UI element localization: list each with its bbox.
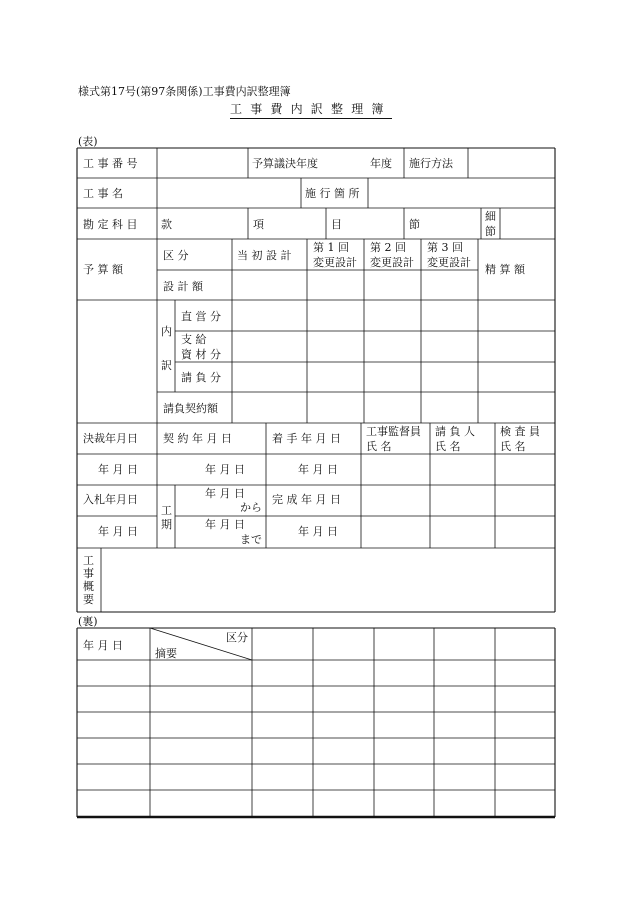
front-side-label: (表) [78, 135, 98, 148]
label-back-kubun: 区分 [226, 631, 248, 644]
label-gaiyo-2: 事 [83, 567, 94, 580]
ymd-keiyaku: 年 月 日 [205, 463, 245, 476]
label-back-tekiyo: 摘要 [155, 647, 177, 660]
label-gaiyo-4: 要 [83, 593, 94, 606]
label-moku: 目 [331, 218, 342, 231]
label-sekkei-gaku: 設 計 額 [163, 280, 203, 293]
ymd-kessai: 年 月 日 [98, 463, 138, 476]
label-ukeoinin-bottom: 氏 名 [435, 440, 461, 453]
label-ukeoinin-top: 請 負 人 [435, 425, 475, 438]
label-shikyu-bottom: 資 材 分 [181, 348, 221, 361]
front-table-grid [77, 148, 555, 612]
label-nendo: 年度 [370, 157, 392, 170]
label-kensa-bottom: 氏 名 [500, 440, 526, 453]
label-chakushu: 着 手 年 月 日 [272, 432, 341, 445]
label-henko-2-bottom: 変更設計 [370, 256, 414, 269]
label-ko: 項 [253, 218, 264, 231]
label-nyusatsu: 入札年月日 [83, 493, 138, 506]
label-kara: から [240, 501, 262, 514]
label-gaiyo-3: 概 [83, 580, 94, 593]
label-seko-kasho: 施 行 箇 所 [305, 187, 360, 200]
label-koki-bottom: 期 [161, 518, 172, 531]
form-header: 様式第17号(第97条関係)工事費内訳整理簿 [78, 85, 291, 98]
label-keiyaku-gaku: 請負契約額 [163, 402, 218, 415]
label-saisetsu-bottom: 節 [485, 225, 496, 238]
label-kanjo-kamoku: 勘 定 科 目 [83, 218, 138, 231]
label-henko-3-bottom: 変更設計 [427, 256, 471, 269]
label-tosho-sekkei: 当 初 設 計 [237, 249, 292, 262]
label-keiyaku: 契 約 年 月 日 [163, 432, 232, 445]
label-henko-1-bottom: 変更設計 [313, 256, 357, 269]
ymd-koki-end: 年 月 日 [205, 518, 245, 531]
label-back-nengappi: 年 月 日 [83, 639, 123, 652]
back-side-label: (裏) [78, 615, 98, 628]
label-koji-mei: 工 事 名 [83, 187, 123, 200]
label-seko-hoho: 施行方法 [409, 157, 453, 170]
label-koji-bango: 工 事 番 号 [83, 157, 138, 170]
label-setsu: 節 [409, 218, 420, 231]
label-henko-1-top: 第 1 回 [313, 241, 349, 254]
ymd-kansei: 年 月 日 [298, 525, 338, 538]
label-kan: 款 [161, 218, 172, 231]
back-table-grid [77, 628, 555, 817]
label-henko-3-top: 第 3 回 [427, 241, 463, 254]
label-henko-2-top: 第 2 回 [370, 241, 406, 254]
label-kessai: 決裁年月日 [83, 432, 138, 445]
label-kensa-top: 検 査 員 [500, 425, 540, 438]
label-kantoku-top: 工事監督員 [366, 425, 421, 438]
label-yosan-gaku: 予 算 額 [83, 263, 123, 276]
label-kansei: 完 成 年 月 日 [272, 493, 341, 506]
label-made: まで [240, 533, 262, 546]
label-gaiyo-1: 工 [83, 554, 94, 567]
ymd-nyusatsu: 年 月 日 [98, 525, 138, 538]
label-seisan-gaku: 精 算 額 [485, 263, 525, 276]
form-title: 工事費内訳整理簿 [230, 100, 392, 119]
label-chokuei: 直 営 分 [181, 310, 221, 323]
label-kubun: 区 分 [163, 249, 189, 262]
label-shikyu-top: 支 給 [181, 333, 207, 346]
label-uchiwake-bottom: 訳 [161, 359, 172, 372]
label-saisetsu-top: 細 [485, 210, 496, 223]
ymd-chakushu: 年 月 日 [298, 463, 338, 476]
label-uchiwake-top: 内 [161, 325, 172, 338]
label-koki-top: 工 [161, 504, 172, 517]
label-ukeoi: 請 負 分 [181, 371, 221, 384]
label-yosan-nendo: 予算議決年度 [252, 157, 318, 170]
label-kantoku-bottom: 氏 名 [366, 440, 392, 453]
ymd-koki-start: 年 月 日 [205, 487, 245, 500]
